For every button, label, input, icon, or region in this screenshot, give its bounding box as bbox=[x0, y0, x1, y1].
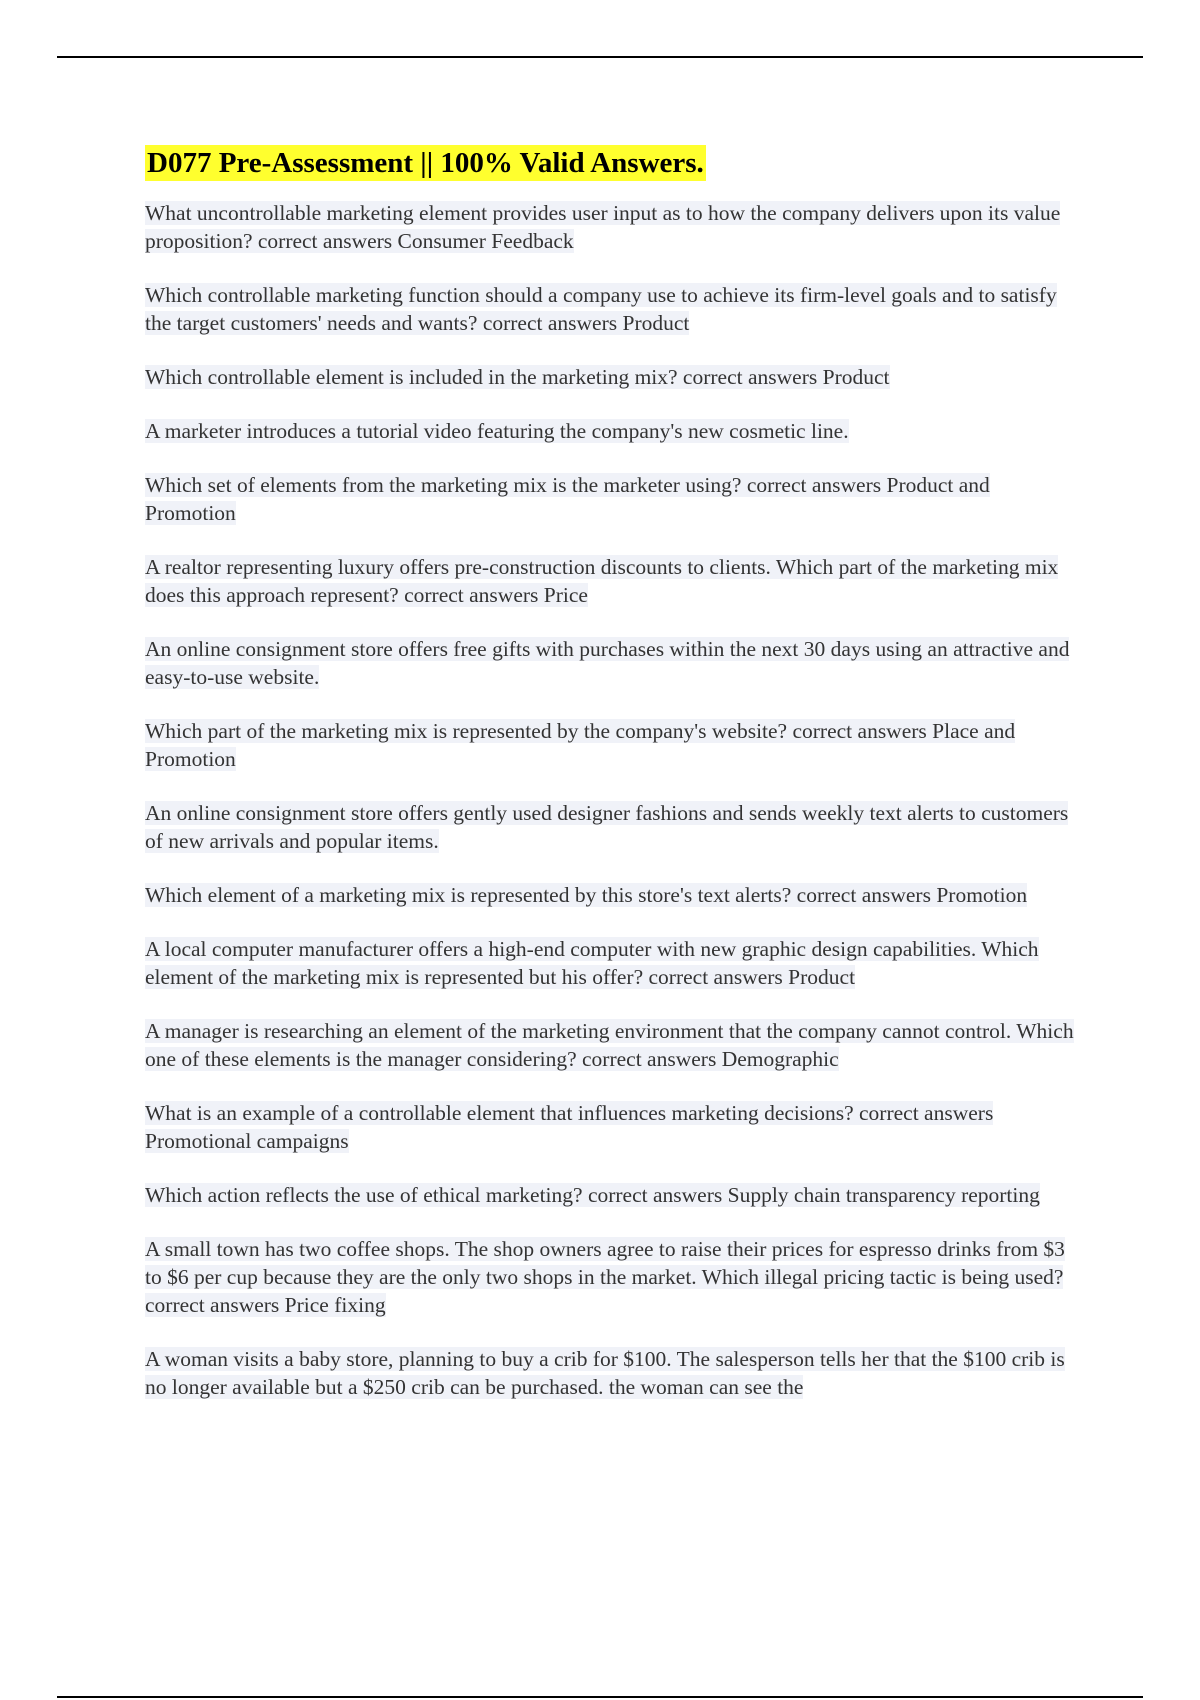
paragraph bbox=[145, 1345, 1075, 1401]
document-body bbox=[145, 145, 1075, 1427]
paragraph bbox=[145, 717, 1075, 773]
paragraph-text: A small town has two coffee shops. The shop owners agree to raise their prices for espresso drinks from $3 to $6 per cup because they are the only two shops in the market. Which illegal pricing tactic is being used? correct answers Price fixing bbox=[145, 1237, 1065, 1317]
paragraph-text: An online consignment store offers free gifts with purchases within the next 30 days using an attractive and easy-to-use website. bbox=[145, 637, 1070, 689]
paragraph-text: A realtor representing luxury offers pre-construction discounts to clients. Which part of the marketing mix does this approach represent? correct answers Price bbox=[145, 555, 1059, 607]
paragraph-text: An online consignment store offers gently used designer fashions and sends weekly text alerts to customers of new arrivals and popular items. bbox=[145, 801, 1069, 853]
paragraph bbox=[145, 881, 1075, 909]
paragraph-text: Which element of a marketing mix is represented by this store's text alerts? correct answers Promotion bbox=[145, 883, 1028, 907]
paragraph-text: Which controllable marketing function should a company use to achieve its firm-level goals and to satisfy the target customers' needs and wants? correct answers Product bbox=[145, 283, 1057, 335]
document-title: D077 Pre-Assessment || 100% Valid Answers. bbox=[147, 147, 704, 179]
paragraph bbox=[145, 1181, 1075, 1209]
paragraph-text: A woman visits a baby store, planning to buy a crib for $100. The salesperson tells her that the $100 crib is no longer available but a $250 crib can be purchased. the woman can see the bbox=[145, 1347, 1065, 1399]
paragraph bbox=[145, 1017, 1075, 1073]
paragraph-text: Which set of elements from the marketing mix is the marketer using? correct answers Product and Promotion bbox=[145, 473, 990, 525]
paragraph-text: A local computer manufacturer offers a high-end computer with new graphic design capabilities. Which element of the marketing mix is represented but his offer? correct answers Product bbox=[145, 937, 1039, 989]
paragraph-text: A marketer introduces a tutorial video featuring the company's new cosmetic line. bbox=[145, 419, 849, 443]
paragraph bbox=[145, 799, 1075, 855]
paragraph bbox=[145, 1235, 1075, 1319]
paragraph bbox=[145, 471, 1075, 527]
paragraph bbox=[145, 199, 1075, 255]
paragraph-text: Which part of the marketing mix is represented by the company's website? correct answers Place and Promotion bbox=[145, 719, 1016, 771]
paragraph-text: A manager is researching an element of the marketing environment that the company cannot control. Which one of these elements is the manager considering? correct answers Demographic bbox=[145, 1019, 1074, 1071]
bottom-rule bbox=[57, 1696, 1143, 1698]
paragraph bbox=[145, 417, 1075, 445]
paragraph-text: Which controllable element is included in the marketing mix? correct answers Product bbox=[145, 365, 890, 389]
paragraph-text: Which action reflects the use of ethical marketing? correct answers Supply chain transparency reporting bbox=[145, 1183, 1040, 1207]
paragraph bbox=[145, 363, 1075, 391]
paragraph bbox=[145, 935, 1075, 991]
paragraph-text: What is an example of a controllable element that influences marketing decisions? correct answers Promotional campaigns bbox=[145, 1101, 994, 1153]
paragraph bbox=[145, 1099, 1075, 1155]
title-wrapper bbox=[145, 145, 1075, 199]
paragraph-text: What uncontrollable marketing element provides user input as to how the company delivers upon its value proposition? correct answers Consumer Feedback bbox=[145, 201, 1061, 253]
paragraph bbox=[145, 553, 1075, 609]
paragraph bbox=[145, 635, 1075, 691]
paragraph bbox=[145, 281, 1075, 337]
top-rule bbox=[57, 56, 1143, 58]
